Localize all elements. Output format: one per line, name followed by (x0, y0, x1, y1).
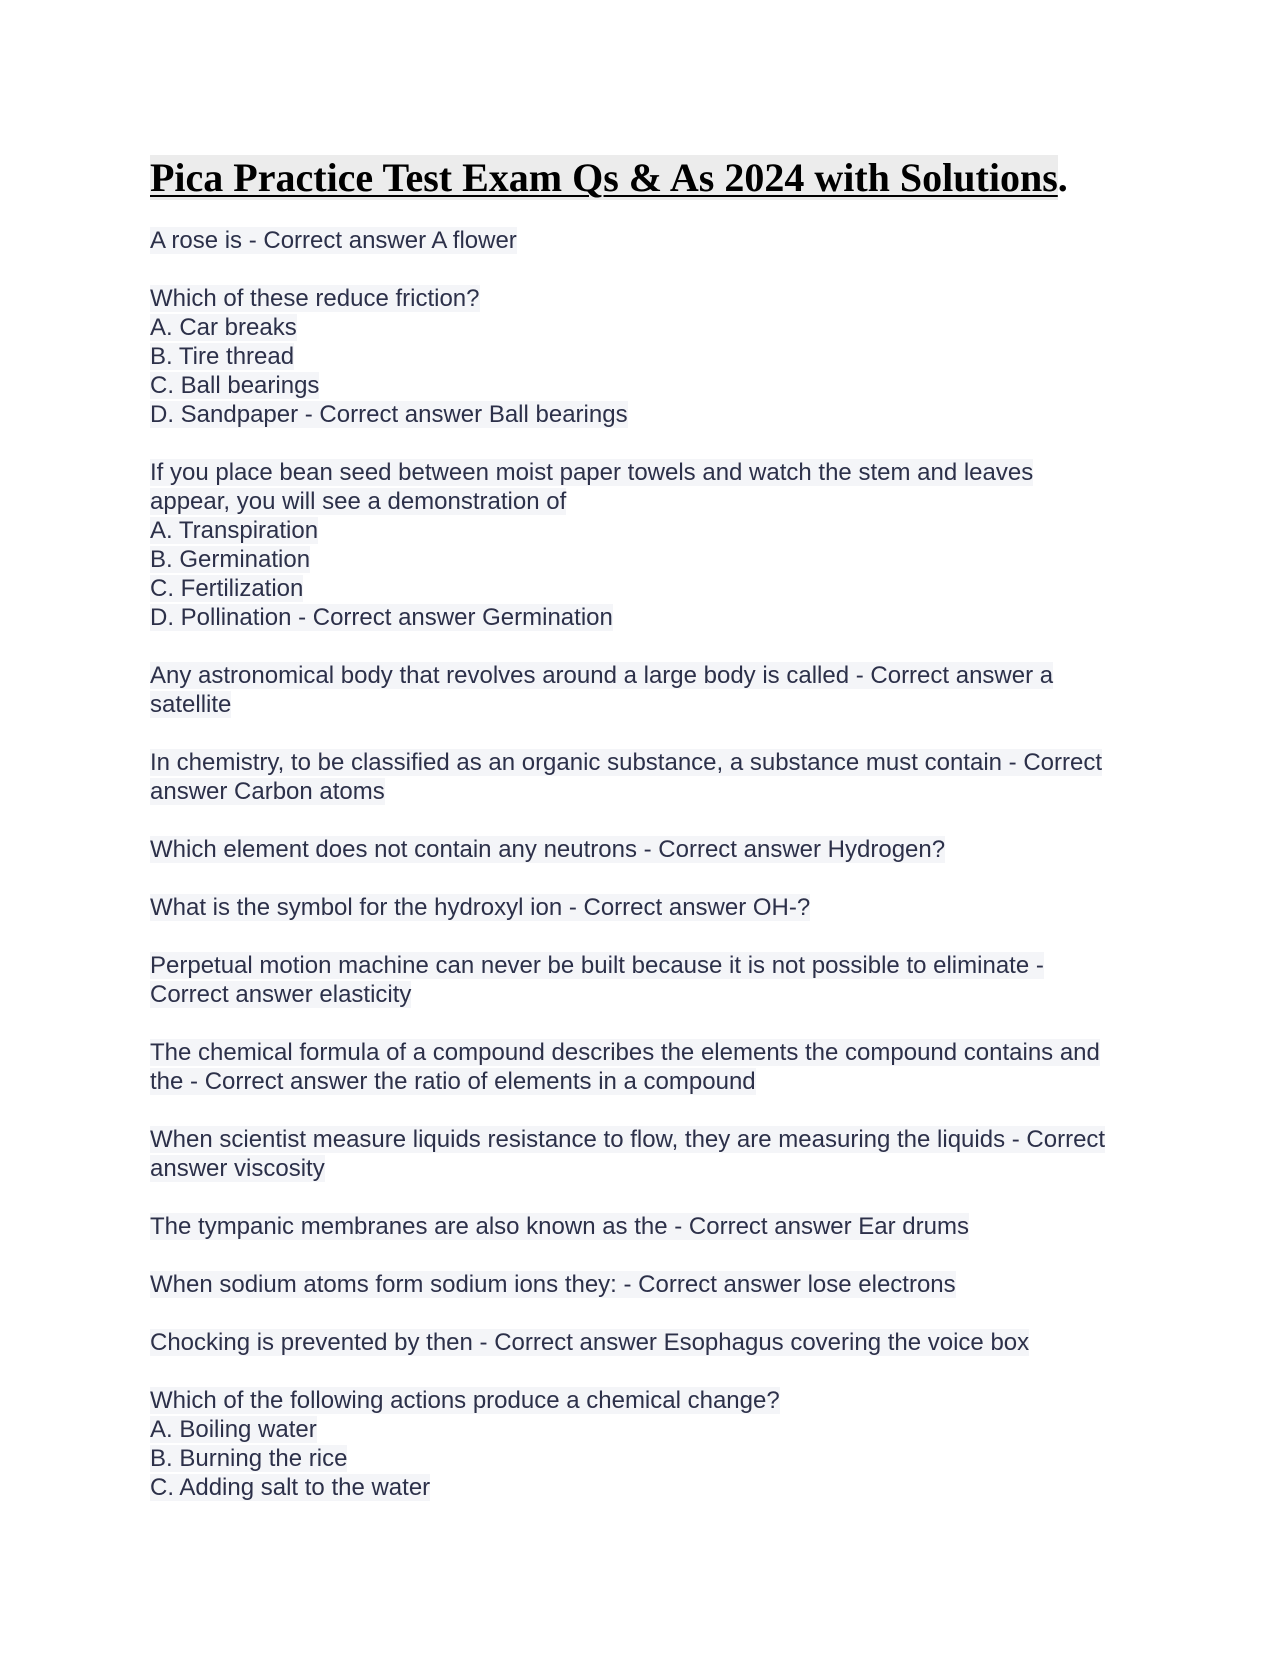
qa-block (150, 226, 1110, 255)
qa-line (150, 1415, 1110, 1444)
qa-line-text: When scientist measure liquids resistance to flow, they are measuring the liquids - Correct answer viscosity (150, 1126, 1106, 1182)
qa-block (150, 1125, 1110, 1183)
document-title-suffix: . (1057, 155, 1068, 200)
qa-block (150, 893, 1110, 922)
qa-line (150, 661, 1110, 719)
qa-line-text: D. Sandpaper - Correct answer Ball bearings (150, 401, 628, 428)
qa-line (150, 1125, 1110, 1183)
qa-line (150, 1212, 1110, 1241)
qa-line-text: D. Pollination - Correct answer Germination (150, 604, 613, 631)
qa-block (150, 748, 1110, 806)
qa-line-text: C. Ball bearings (150, 372, 320, 399)
qa-block (150, 661, 1110, 719)
qa-line (150, 1038, 1110, 1096)
qa-line-text: Which element does not contain any neutrons - Correct answer Hydrogen? (150, 836, 946, 863)
qa-line-text: C. Fertilization (150, 575, 304, 602)
qa-line-text: A. Transpiration (150, 517, 319, 544)
qa-line (150, 226, 1110, 255)
qa-line-text: The chemical formula of a compound describes the elements the compound contains and the - Correct answer the ratio of elements in a compound (150, 1039, 1100, 1095)
qa-line (150, 893, 1110, 922)
qa-block (150, 1328, 1110, 1357)
qa-line (150, 1444, 1110, 1473)
qa-line-text: A. Car breaks (150, 314, 297, 341)
qa-line (150, 284, 1110, 313)
qa-line-text: Perpetual motion machine can never be built because it is not possible to eliminate - Correct answer elasticity (150, 952, 1044, 1008)
qa-line (150, 951, 1110, 1009)
qa-block (150, 1270, 1110, 1299)
qa-line-text: In chemistry, to be classified as an organic substance, a substance must contain - Correct answer Carbon atoms (150, 749, 1103, 805)
document-title-text: Pica Practice Test Exam Qs & As 2024 with Solutions (150, 155, 1058, 200)
qa-line (150, 458, 1110, 516)
qa-line-text: B. Tire thread (150, 343, 295, 370)
qa-line-text: The tympanic membranes are also known as the - Correct answer Ear drums (150, 1213, 969, 1240)
qa-line-text: A. Boiling water (150, 1416, 317, 1443)
qa-line (150, 313, 1110, 342)
qa-line-text: If you place bean seed between moist paper towels and watch the stem and leaves appear, you will see a demonstration of (150, 459, 1034, 515)
qa-block (150, 458, 1110, 632)
qa-block (150, 951, 1110, 1009)
qa-line (150, 545, 1110, 574)
qa-line-text: Chocking is prevented by then - Correct answer Esophagus covering the voice box (150, 1329, 1030, 1356)
qa-line (150, 835, 1110, 864)
qa-line-text: What is the symbol for the hydroxyl ion - Correct answer OH-? (150, 894, 811, 921)
qa-line-text: Which of these reduce friction? (150, 285, 480, 312)
qa-line-text: Any astronomical body that revolves around a large body is called - Correct answer a satellite (150, 662, 1054, 718)
qa-block (150, 1386, 1110, 1502)
qa-line-text: B. Burning the rice (150, 1445, 348, 1472)
qa-list (150, 226, 1110, 1502)
qa-line-text: B. Germination (150, 546, 311, 573)
qa-line (150, 342, 1110, 371)
qa-line-text: When sodium atoms form sodium ions they: - Correct answer lose electrons (150, 1271, 956, 1298)
qa-line (150, 400, 1110, 429)
qa-line (150, 1270, 1110, 1299)
qa-line (150, 603, 1110, 632)
qa-line (150, 516, 1110, 545)
qa-line (150, 1386, 1110, 1415)
qa-line-text: Which of the following actions produce a chemical change? (150, 1387, 780, 1414)
qa-block (150, 284, 1110, 429)
qa-line-text: C. Adding salt to the water (150, 1474, 431, 1501)
qa-block (150, 835, 1110, 864)
document-title (150, 150, 1110, 206)
qa-line (150, 574, 1110, 603)
qa-line (150, 1473, 1110, 1502)
document-page (150, 150, 1110, 1531)
qa-block (150, 1212, 1110, 1241)
qa-line-text: A rose is - Correct answer A flower (150, 227, 517, 254)
qa-line (150, 371, 1110, 400)
qa-line (150, 1328, 1110, 1357)
qa-block (150, 1038, 1110, 1096)
qa-line (150, 748, 1110, 806)
